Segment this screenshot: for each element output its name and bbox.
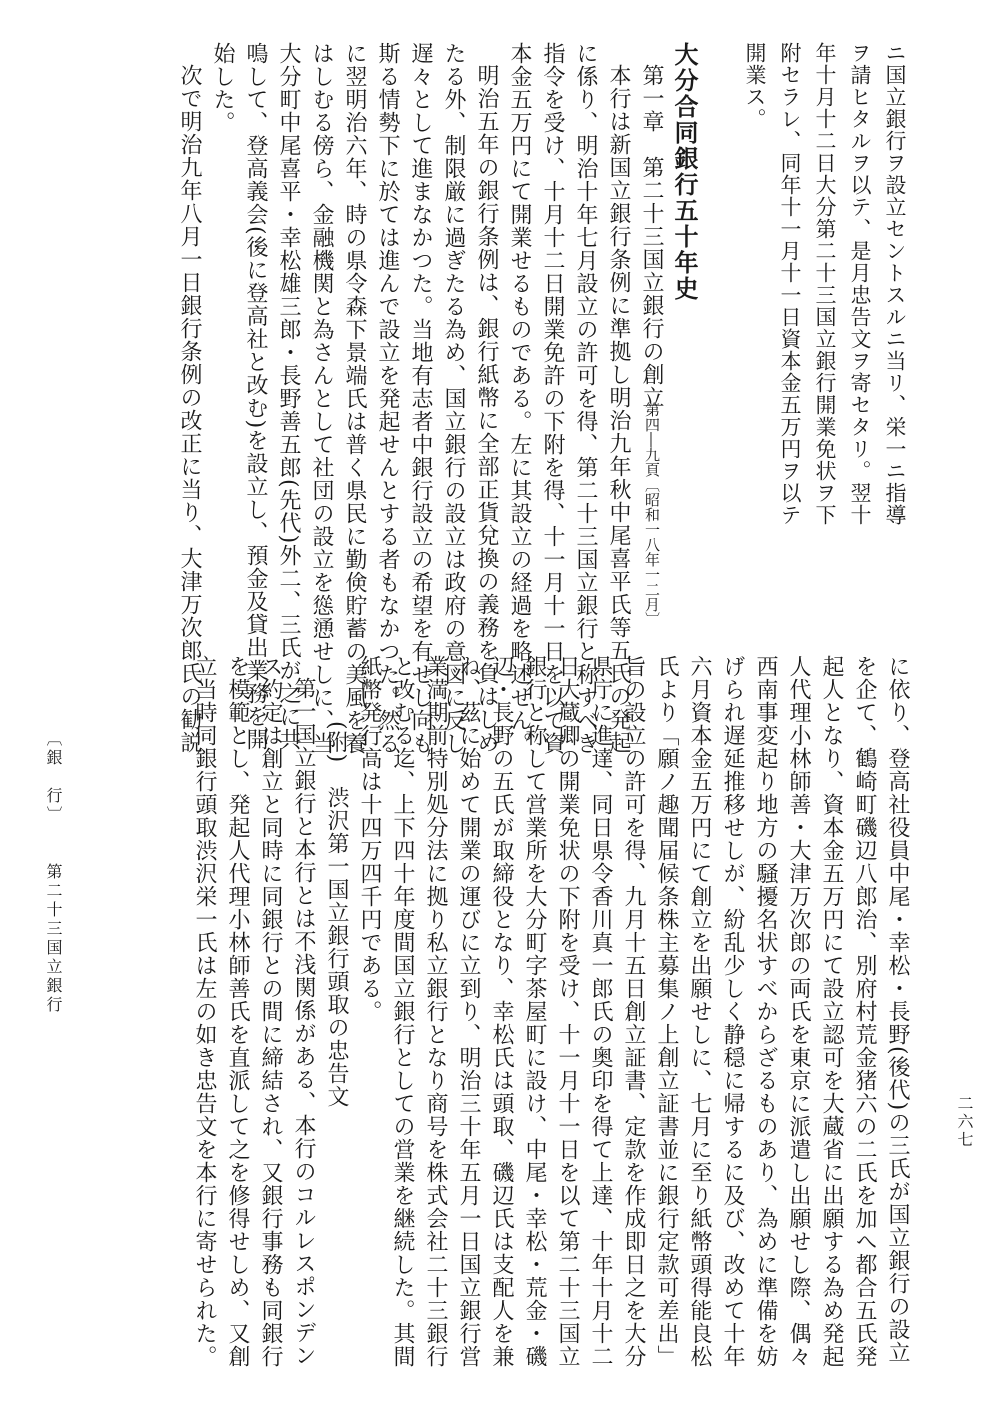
body-line: はしむる傍ら、金融機関と為さんとして社団の設立を慫慂せしに、当 bbox=[309, 42, 334, 755]
body-line: を企て、鶴崎町磯辺八郎治、別府村荒金猪六の二氏を加へ都合五氏発 bbox=[852, 655, 877, 1368]
body-line: 人代理小林師善・大津万次郎の両氏を東京に派遣し出願せし際、偶々 bbox=[786, 655, 811, 1368]
body-line: と改むる迄、上下四十年度間国立銀行としての営業を継続した。其間 bbox=[390, 655, 415, 1368]
footer-section: 第二十三国立銀行 bbox=[44, 863, 63, 1015]
body-line: たる外、制限厳に過ぎたる為め、国立銀行の設立は政府の意図に反し bbox=[441, 42, 466, 755]
body-line: 起人となり、資本金五万円にて設立認可を大蔵省に出願する為め発起 bbox=[819, 655, 844, 1368]
body-line: 明治五年の銀行条例は、銀行紙幣に全部正貨兌換の義務を負はしめ bbox=[474, 64, 499, 754]
appendix-line: ス約定は創立と同時に同銀行との間に締結され、又銀行事務も同銀行 bbox=[258, 655, 283, 1368]
body-line: 大分町中尾喜平・幸松雄三郎・長野善五郎(先代)外二、三氏が之に共 bbox=[276, 42, 301, 752]
body-line: 斯る情勢下に於ては進んで設立を発起せんとする者もなかつた。然る bbox=[375, 42, 400, 755]
body-line: 旨の設立の許可を得、九月十五日創立証書、定款を作成即日之を大分 bbox=[621, 655, 646, 1368]
body-line: げられ遅延推移せしが、紛乱少しく静穏に帰するに及び、改めて十年 bbox=[720, 655, 745, 1368]
body-line: に係り、明治十年七月設立の許可を得、第二十三国立銀行と称すべき bbox=[573, 42, 598, 755]
quote-line: 開業ス。 bbox=[743, 42, 767, 130]
running-footer bbox=[42, 730, 65, 1015]
quote-line: 附セラレ、同年十一月十一日資本金五万円ヲ以テ bbox=[778, 42, 802, 526]
upper-section bbox=[173, 42, 912, 755]
body-line: 次で明治九年八月一日銀行条例の改正に当り、大津万次郎氏の勧説 bbox=[177, 64, 202, 754]
body-line: 日大蔵卿の開業免状の下附を受け、十一月十一日を以て第二十三国立 bbox=[555, 655, 580, 1368]
footer-category: 〔銀 行〕 bbox=[44, 730, 63, 825]
body-line: 始した。 bbox=[210, 42, 235, 134]
appendix-heading: (附) 渋沢第一国立銀行頭取の忠告文 bbox=[324, 721, 349, 1109]
quote-line: 年十月十二日大分第二十三国立銀行開業免状ヲ下 bbox=[813, 42, 837, 526]
body-line: 六月資本金五万円にて創立を出願せしに、七月に至り紙幣頭得能良松 bbox=[687, 655, 712, 1368]
body-line: 銀行と称して営業所を大分町字茶屋町に設け、中尾・幸松・荒金・磯 bbox=[522, 655, 547, 1368]
quote-line: ニ国立銀行ヲ設立セントスルニ当リ、栄一ニ指導 bbox=[883, 42, 907, 526]
body-line: 辺・長野の五氏が取締役となり、幸松氏は頭取、磯辺氏は支配人を兼 bbox=[489, 655, 514, 1368]
page-number: 二六七 bbox=[955, 1095, 974, 1149]
body-line: 県庁に進達、同日県令香川真一郎氏の奥印を得て上達、十年十月十二 bbox=[588, 655, 613, 1368]
body-line: 本金五万円にて開業せるものである。左に其設立の経過を略述せん。 bbox=[507, 42, 532, 755]
chapter-column bbox=[635, 42, 668, 642]
body-line: 本行は新国立銀行条例に準拠し明治九年秋中尾喜平氏等五氏の発起 bbox=[606, 64, 631, 754]
body-line: に依り、登高社役員中尾・幸松・長野(後代)の三氏が国立銀行の設立 bbox=[885, 655, 910, 1365]
body-line: 指令を受け、十月十二日開業免許の下附を得、十一月十一日を以て資 bbox=[540, 42, 565, 755]
chapter-page-reference: 第四―九頁〔昭和一八年一二月〕 bbox=[643, 402, 661, 627]
appendix-line: 第一国立銀行と本行とは不浅関係がある、本行のコルレスポンデン bbox=[291, 677, 316, 1367]
column-spacer bbox=[701, 42, 737, 642]
body-line: 遅々として進まなかつた。当地有志者中銀行設立の希望を有せし向も bbox=[408, 42, 433, 755]
body-line: 氏より「願ノ趣聞届候条株主募集ノ上創立証書並に銀行定款可差出」 bbox=[654, 655, 679, 1368]
quote-line: ヲ請ヒタルヲ以テ、是月忠告文ヲ寄セタリ。翌十 bbox=[848, 42, 872, 526]
appendix-line: 立当時同銀行頭取渋沢栄一氏は左の如き忠告文を本行に寄せられた。 bbox=[192, 655, 217, 1368]
body-line: 鳴して、登高義会(後に登高社と改む)を設立し、預金及貸出業務を開 bbox=[243, 42, 268, 752]
body-line: 紙幣発行高は十四万四千円である。 bbox=[357, 655, 382, 1023]
book-title: 大分合同銀行五十年史 bbox=[670, 42, 699, 302]
body-line: ね、茲に始めて開業の運びに立到り、明治三十年五月一日国立銀行営 bbox=[456, 655, 481, 1368]
appendix-line: を模範とし、発起人代理小林師善氏を直派して之を修得せしめ、又創 bbox=[225, 655, 250, 1368]
chapter-heading: 第一章 第二十三国立銀行の創立 bbox=[639, 64, 664, 409]
body-line: 西南事変起り地方の騒擾名状すべからざるものあり、為めに準備を妨 bbox=[753, 655, 778, 1368]
body-line: に翌明治六年、時の県令森下景端氏は普く県民に勤倹貯蓄の美風を養 bbox=[342, 42, 367, 755]
lower-section bbox=[188, 655, 914, 1368]
body-line: 業満期前特別処分法に拠り私立銀行となり商号を株式会社二十三銀行 bbox=[423, 655, 448, 1368]
